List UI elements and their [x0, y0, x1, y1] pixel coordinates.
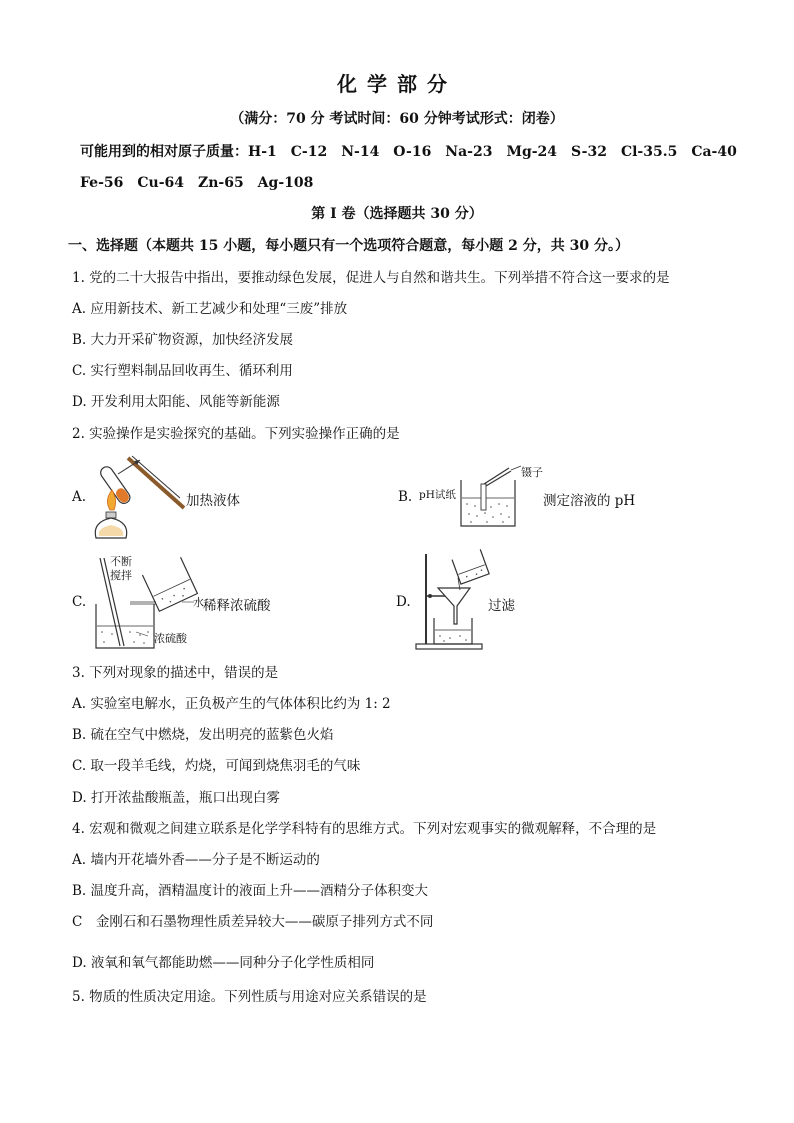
section-heading: 一、选择题（本题共 15 小题，每小题只有一个选项符合题意，每小题 2 分，共 30 分。） [68, 238, 629, 254]
part-title: 第 I 卷（选择题共 30 分） [311, 206, 483, 222]
stir-label-2: 搅拌 [110, 569, 132, 582]
question-3-option-c: C. 取一段羊毛线，灼烧，可闻到烧焦羽毛的气味 [72, 758, 361, 774]
question-2-option-c-caption: 稀释浓硫酸 [203, 598, 271, 614]
question-1-option-c: C. 实行塑料制品回收再生、循环利用 [72, 363, 293, 379]
question-1-option-a: A. 应用新技术、新工艺减少和处理“三废”排放 [72, 301, 348, 317]
question-2-option-d-caption: 过滤 [488, 598, 515, 614]
question-2-option-b-letter: B. [398, 489, 413, 505]
heating-liquid-figure [88, 452, 188, 544]
stir-label-1: 不断 [110, 555, 132, 568]
question-3-option-b: B. 硫在空气中燃烧，发出明亮的蓝紫色火焰 [72, 727, 334, 743]
question-3-option-a: A. 实验室电解水，正负极产生的气体体积比约为 1: 2 [72, 696, 391, 712]
question-2-stem: 2. 实验操作是实验探究的基础。下列实验操作正确的是 [72, 426, 400, 442]
atomic-mass-line-2: Fe-56 Cu-64 Zn-65 Ag-108 [80, 175, 314, 191]
question-4-stem: 4. 宏观和微观之间建立联系是化学学科特有的思维方式。下列对宏观事实的微观解释，不合理的是 [72, 821, 657, 837]
question-1-option-d: D. 开发利用太阳能、风能等新能源 [72, 394, 280, 410]
acid-label: 浓硫酸 [154, 632, 187, 645]
question-5-stem: 5. 物质的性质决定用途。下列性质与用途对应关系错误的是 [72, 989, 427, 1005]
question-2-option-d-letter: D. [396, 594, 411, 610]
question-2-option-a-caption: 加热液体 [186, 493, 240, 509]
atomic-mass-line-1: 可能用到的相对原子质量：H-1 C-12 N-14 O-16 Na-23 Mg-24 S-32 Cl-35.5 Ca-40 [80, 144, 737, 160]
page-title: 化学部分 [337, 72, 457, 96]
exam-info: （满分：70 分 考试时间：60 分钟考试形式：闭卷） [230, 111, 564, 127]
question-4-option-d: D. 液氧和氧气都能助燃——同种分子化学性质相同 [72, 955, 375, 971]
question-4-option-b: B. 温度升高，酒精温度计的液面上升——酒精分子体积变大 [72, 883, 429, 899]
water-label: 水 [193, 596, 204, 609]
question-2-option-a-letter: A. [72, 489, 87, 505]
question-4-option-c: C 金刚石和石墨物理性质差异较大——碳原子排列方式不同 [72, 914, 434, 930]
filtration-figure [414, 548, 494, 652]
question-4-option-a: A. 墙内开花墙外香——分子是不断运动的 [72, 852, 320, 868]
question-1-option-b: B. 大力开采矿物资源，加快经济发展 [72, 332, 294, 348]
question-2-option-c-letter: C. [72, 594, 87, 610]
tweezers-label: 镊子 [521, 466, 543, 479]
question-3-stem: 3. 下列对现象的描述中，错误的是 [72, 665, 279, 681]
question-1-stem: 1. 党的二十大报告中指出，要推动绿色发展，促进人与自然和谐共生。下列举措不符合这一要求的是 [72, 270, 670, 286]
ph-paper-label: pH试纸 [419, 489, 456, 501]
question-3-option-d: D. 打开浓盐酸瓶盖，瓶口出现白雾 [72, 790, 280, 806]
question-2-option-b-caption: 测定溶液的 pH [543, 493, 636, 509]
